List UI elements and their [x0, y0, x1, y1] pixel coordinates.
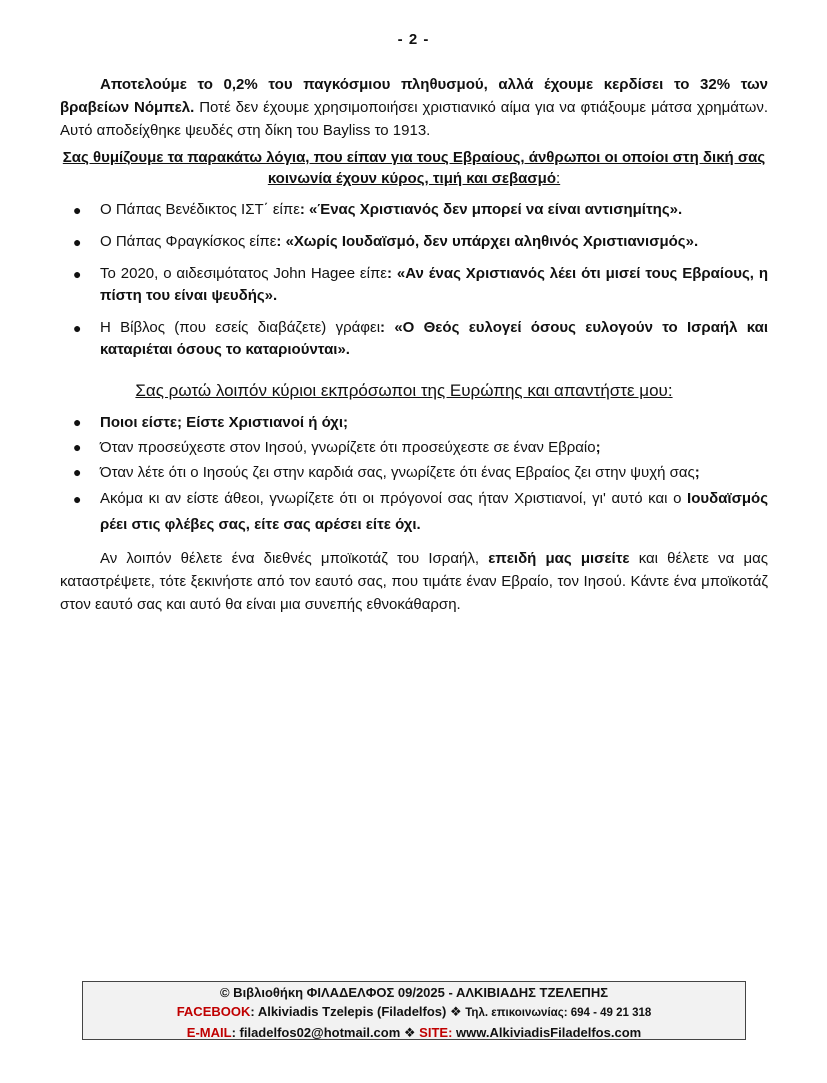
quote-text: : «Ένας Χριστιανός δεν μπορεί να είναι αντισημίτης».: [299, 201, 683, 218]
intro-text: Ποτέ δεν έχουμε χρησιμοποιήσει χριστιανικό αίμα για να φτιάξουμε μάτσα χρημάτων. Αυτό αποδείχθηκε ψευδές στη δίκη του Bayliss το 1913.: [60, 99, 768, 139]
quote-text: : «Ο Θεός ευλογεί όσους ευλογούν το Ισραήλ και καταριέται όσους το καταριούνται».: [100, 319, 768, 358]
list-item: [60, 231, 768, 253]
phone-info: Τηλ. επικοινωνίας: 694 - 49 21 318: [465, 1007, 652, 1019]
questions-list: [60, 411, 768, 538]
bullet-icon: ●: [73, 234, 82, 250]
facebook-label: FACEBOOK: [176, 1004, 251, 1019]
site-value[interactable]: www.AlkiviadisFiladelfos.com: [452, 1025, 642, 1040]
intro-paragraph: [60, 73, 768, 142]
bullet-icon: ●: [73, 202, 82, 218]
quote-text: : «Χωρίς Ιουδαϊσμό, δεν υπάρχει αληθινός Χριστιανισμός».: [276, 233, 699, 250]
question-end: ;: [595, 439, 601, 456]
email-label: E-MAIL: [186, 1025, 232, 1040]
quote-speaker: Ο Πάπας Βενέδικτος ΙΣΤ΄ είπε: [100, 201, 300, 218]
closing-bold-text: επειδή μας μισείτε: [488, 550, 630, 567]
quote-text: : «Αν ένας Χριστιανός λέει ότι μισεί τους Εβραίους, η πίστη του είναι ψευδής».: [100, 265, 768, 304]
question-heading-text: Σας ρωτώ λοιπόν κύριοι εκπρόσωποι της Ευρώπης και απαντήστε μου: [135, 381, 668, 400]
document-body: [60, 73, 768, 616]
bullet-icon: ●: [73, 464, 82, 480]
closing-paragraph: [60, 547, 768, 616]
list-item: [60, 317, 768, 361]
question-text: Ακόμα κι αν είστε άθεοι, γνωρίζετε ότι οι πρόγονοί σας ήταν Χριστιανοί, γι' αυτό και ο: [100, 490, 688, 507]
facebook-value[interactable]: : Alkiviadis Tzelepis (Filadelfos) ❖: [250, 1004, 466, 1019]
quote-speaker: Η Βίβλος (που εσείς διαβάζετε) γράφει: [100, 319, 381, 336]
list-item: [60, 199, 768, 221]
question-bold-text: Ιουδαϊσμός ρέει στις φλέβες σας, είτε σας αρέσει είτε όχι.: [100, 490, 768, 533]
page-number: - 2 -: [397, 31, 430, 48]
question-text: Όταν προσεύχεστε στον Ιησού, γνωρίζετε ότι προσεύχεστε σε έναν Εβραίο: [100, 439, 596, 456]
closing-text-end: και θέλετε να μας καταστρέψετε, τότε ξεκινήστε από τον εαυτό σας, που τιμάτε έναν Εβραίο, τον Ιησού. Κάντε ένα μποϊκοτάζ στον εαυτό σας και αυτό θα είναι μια συνεπής εθνοκάθαρση.: [60, 550, 769, 613]
quote-speaker: Το 2020, ο αιδεσιμότατος John Hagee είπε: [100, 265, 387, 282]
email-value[interactable]: : filadelfos02@hotmail.com ❖: [231, 1025, 420, 1040]
bullet-icon: ●: [73, 414, 82, 430]
question-end: ;: [694, 464, 700, 481]
footer-copyright: © Βιβλιοθήκη ΦΙΛΑΔΕΛΦΟΣ 09/2025 - ΑΛΚΙΒΙΑΔΗΣ ΤΖΕΛΕΠΗΣ: [219, 985, 609, 1000]
intro-bold-text: Αποτελούμε το 0,2% του παγκόσμιου πληθυσμού, αλλά έχουμε κερδίσει το 32% των βραβείων Νόμπελ.: [60, 76, 768, 116]
footer-email-line: [83, 1023, 745, 1042]
site-label: SITE:: [419, 1025, 453, 1040]
list-item: [60, 436, 768, 459]
reminder-colon: :: [556, 170, 561, 187]
bullet-icon: ●: [73, 439, 82, 455]
bullet-icon: ●: [73, 266, 82, 282]
list-item: [60, 263, 768, 307]
quotes-list: [60, 199, 768, 361]
quote-speaker: Ο Πάπας Φραγκίσκος είπε: [100, 233, 277, 250]
footer-box: [82, 981, 746, 1040]
list-item: [60, 486, 768, 538]
footer-contact-line: [83, 1002, 745, 1023]
list-item: [60, 411, 768, 434]
bullet-icon: ●: [73, 320, 82, 336]
reminder-heading: [60, 147, 768, 189]
question-text: Όταν λέτε ότι ο Ιησούς ζει στην καρδιά σας, γνωρίζετε ότι ένας Εβραίος ζει στην ψυχή σας: [100, 464, 695, 481]
question-heading: [60, 379, 768, 402]
bullet-icon: ●: [73, 491, 82, 507]
question-heading-colon: :: [667, 381, 673, 400]
list-item: [60, 461, 768, 484]
reminder-text: Σας θυμίζουμε τα παρακάτω λόγια, που είπαν για τους Εβραίους, άνθρωποι οι οποίοι στη δική σας κοινωνία έχουν κύρος, τιμή και σεβασμό: [62, 149, 766, 187]
closing-text: Αν λοιπόν θέλετε ένα διεθνές μποϊκοτάζ του Ισραήλ,: [100, 550, 489, 567]
question-text: Ποιοι είστε; Είστε Χριστιανοί ή όχι;: [100, 414, 348, 431]
